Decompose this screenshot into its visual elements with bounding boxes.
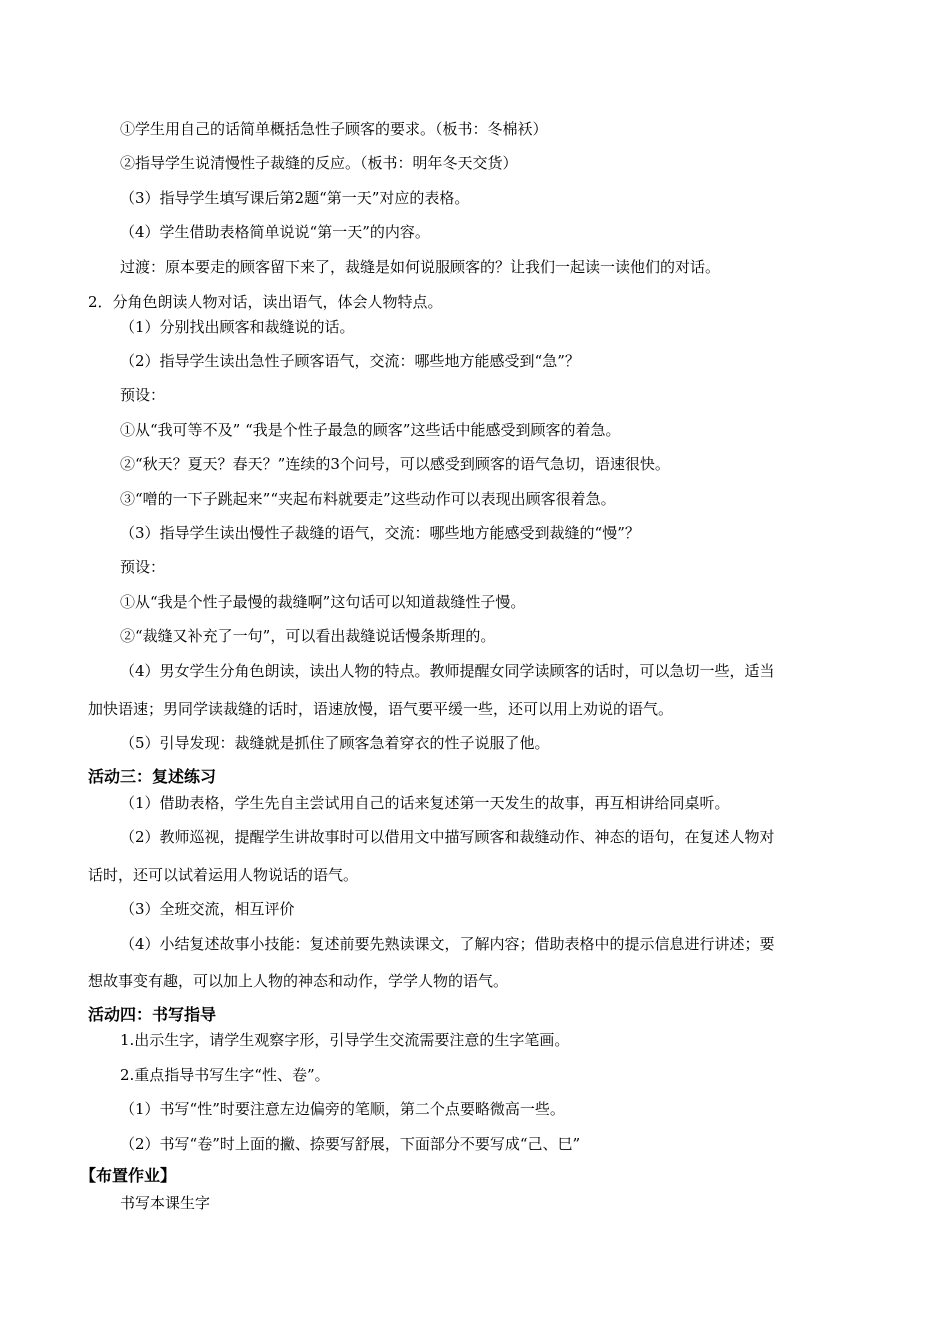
text-line: ②“秋天？夏天？春天？”连续的3个问号，可以感受到顾客的语气急切，语速很快。 [120, 455, 670, 473]
text-line: 预设： [120, 558, 166, 576]
section-heading-activity-4: 活动四：书写指导 [88, 1005, 217, 1024]
text-line: 2．分角色朗读人物对话，读出语气，体会人物特点。 [88, 293, 443, 311]
text-line: （3）全班交流，相互评价 [120, 900, 295, 918]
text-line: 书写本课生字 [120, 1194, 211, 1212]
text-line: （3）指导学生填写课后第2题“第一天”对应的表格。 [120, 189, 470, 207]
text-line: ①从“我可等不及” “我是个性子最急的顾客”这些话中能感受到顾客的着急。 [120, 421, 621, 439]
text-line: （4）学生借助表格简单说说“第一天”的内容。 [120, 223, 430, 241]
text-line: ①从“我是个性子最慢的裁缝啊”这句话可以知道裁缝性子慢。 [120, 593, 526, 611]
section-heading-homework: 【布置作业】 [80, 1166, 177, 1185]
section-heading-activity-3: 活动三：复述练习 [88, 767, 217, 786]
text-line: 预设： [120, 386, 166, 404]
text-line: 话时，还可以试着运用人物说话的语气。 [88, 866, 359, 884]
text-line: 想故事变有趣，可以加上人物的神态和动作，学学人物的语气。 [88, 972, 509, 990]
text-line: （2）教师巡视，提醒学生讲故事时可以借用文中描写顾客和裁缝动作、神态的语句，在复述人物对 [120, 828, 775, 846]
text-line: 过渡：原本要走的顾客留下来了，裁缝是如何说服顾客的？让我们一起读一读他们的对话。 [120, 258, 721, 276]
text-line: ②指导学生说清慢性子裁缝的反应。（板书：明年冬天交货） [120, 154, 518, 172]
text-line: （1）分别找出顾客和裁缝说的话。 [120, 318, 355, 336]
text-line: 1.出示生字，请学生观察字形，引导学生交流需要注意的生字笔画。 [120, 1031, 570, 1049]
text-line: 2.重点指导书写生字“性、卷”。 [120, 1066, 330, 1084]
text-line: （2）指导学生读出急性子顾客语气，交流：哪些地方能感受到“急”？ [120, 352, 580, 370]
text-line: （4）男女学生分角色朗读，读出人物的特点。教师提醒女同学读顾客的话时，可以急切一些，适当 [120, 662, 775, 680]
text-line: ②“裁缝又补充了一句”，可以看出裁缝说话慢条斯理的。 [120, 627, 496, 645]
text-line: （3）指导学生读出慢性子裁缝的语气，交流：哪些地方能感受到裁缝的“慢”？ [120, 524, 640, 542]
text-line: （2）书写“卷”时上面的撇、捺要写舒展，下面部分不要写成“己、巳” [120, 1135, 581, 1153]
text-line: （1）借助表格，学生先自主尝试用自己的话来复述第一天发生的故事，再互相讲给同桌听。 [120, 794, 730, 812]
text-line: ①学生用自己的话简单概括急性子顾客的要求。（板书：冬棉袄） [120, 120, 548, 138]
text-line: 加快语速；男同学读裁缝的话时，语速放慢，语气要平缓一些，还可以用上劝说的语气。 [88, 700, 674, 718]
text-line: （5）引导发现：裁缝就是抓住了顾客急着穿衣的性子说服了他。 [120, 734, 550, 752]
text-line: ③“噌的一下子跳起来”“夹起布料就要走”这些动作可以表现出顾客很着急。 [120, 490, 616, 508]
text-line: （1）书写“性”时要注意左边偏旁的笔顺，第二个点要略微高一些。 [120, 1100, 565, 1118]
text-line: （4）小结复述故事小技能：复述前要先熟读课文，了解内容；借助表格中的提示信息进行讲述；要 [120, 935, 775, 953]
